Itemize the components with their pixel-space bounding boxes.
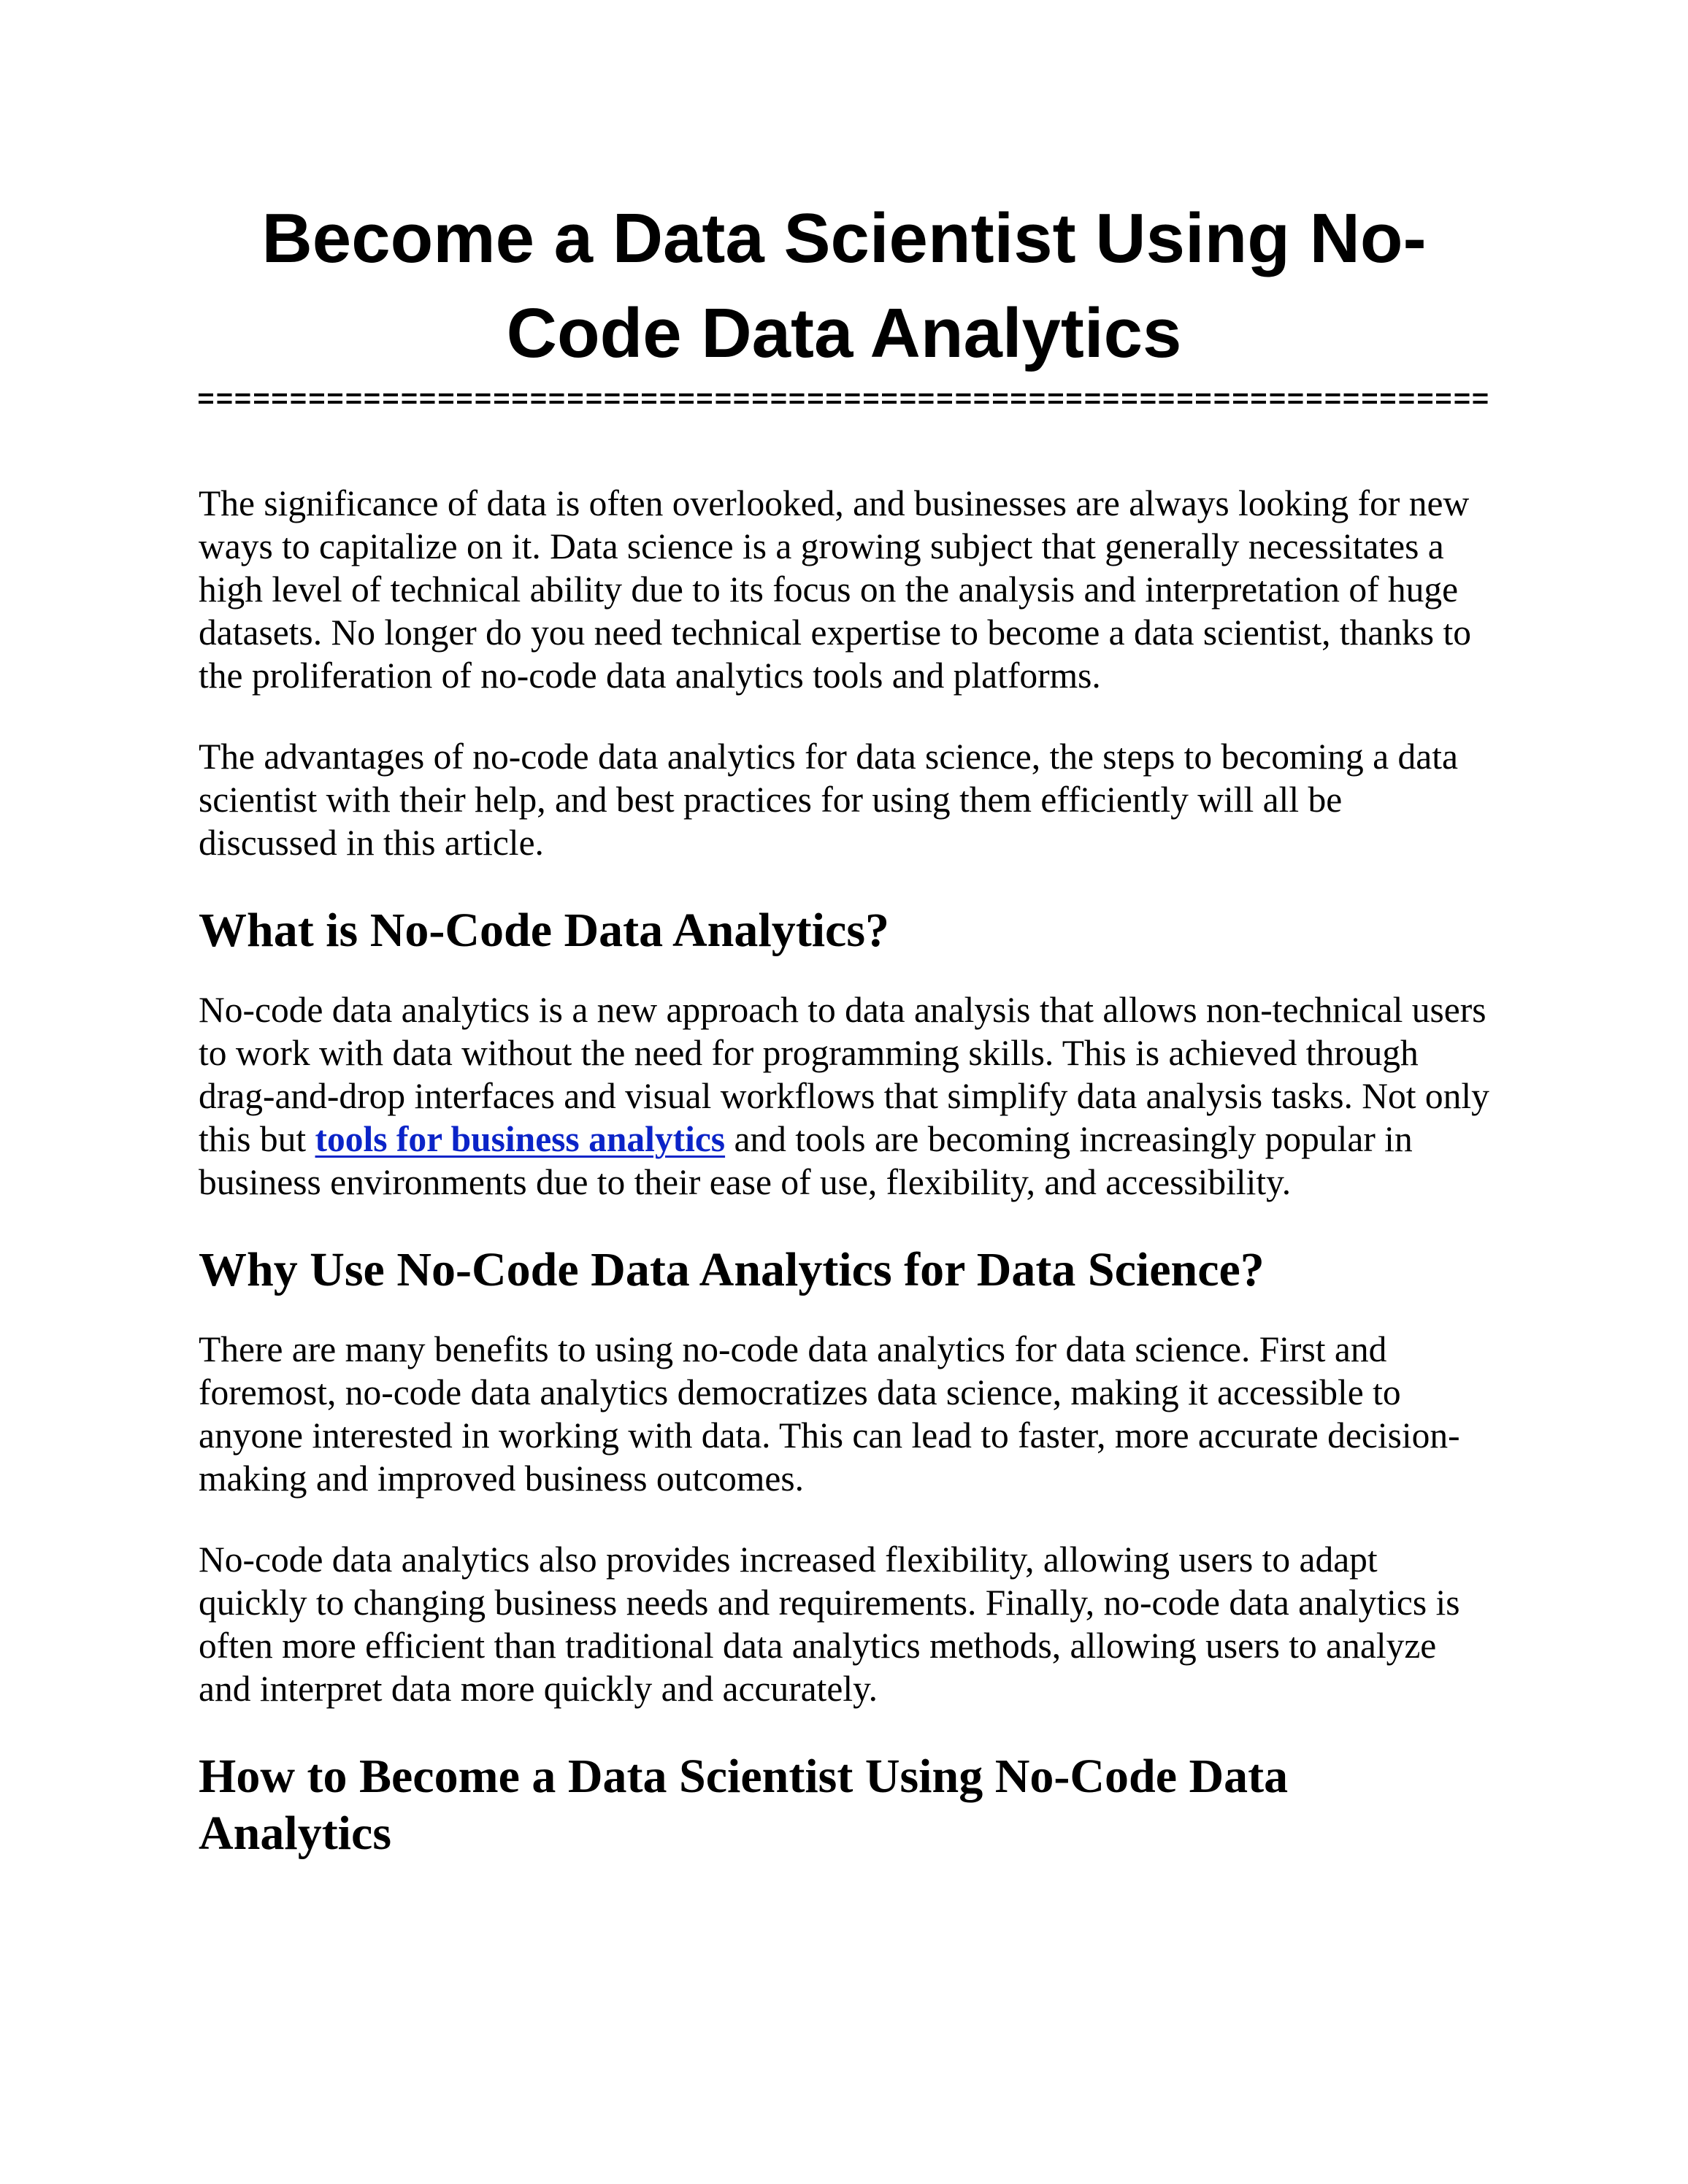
document-title: Become a Data Scientist Using No-Code Data Analytics	[261, 199, 1427, 372]
intro-paragraph-2: The advantages of no-code data analytics for data science, the steps to becoming a data scientist with their help, and best practices for using them efficiently will all be discussed in this article.	[199, 737, 1458, 863]
what-is-paragraph	[199, 988, 1489, 1204]
why-use-paragraph-1: There are many benefits to using no-code data analytics for data science. First and foremost, no-code data analytics democratizes data science, making it accessible to anyone interested in working with data. This can lead to faster, more accurate decision-making and improved business outcomes.	[199, 1329, 1460, 1499]
separator-text	[199, 391, 497, 399]
title-separator	[199, 391, 1489, 407]
business-analytics-link[interactable]: tools for business analytics	[315, 1119, 726, 1159]
article-body	[199, 482, 1489, 1891]
heading-how-to: How to Become a Data Scientist Using No-Code Data Analytics	[199, 1750, 1289, 1860]
intro-paragraph-1: The significance of data is often overlooked, and businesses are always looking for new ways to capitalize on it. Data science is a growing subject that generally necessitates a high level of technical ability due to its focus on the analysis and interpretation of huge datasets. No longer do you need technical expertise to become a data scientist, thanks to the proliferation of no-code data analytics tools and platforms.	[199, 483, 1471, 696]
what-is-text-after: and tools are becoming increasingly popular in business environments due to their ease of use, flexibility, and accessibility.	[199, 1119, 1413, 1202]
heading-why-use: Why Use No-Code Data Analytics for Data Science?	[199, 1243, 1265, 1296]
heading-what-is: What is No-Code Data Analytics?	[199, 904, 890, 957]
what-is-text-before: No-code data analytics is a new approach to data analysis that allows non-technical users to work with data without the need for programming skills. This is achieved through drag-and-drop interfaces and visual workflows that simplify data analysis tasks. Not only this but	[199, 990, 1489, 1159]
document-page	[199, 0, 1489, 2184]
why-use-paragraph-2: No-code data analytics also provides increased flexibility, allowing users to adapt quickly to changing business needs and requirements. Finally, no-code data analytics is often more efficient than traditional data analytics methods, allowing users to analyze and interpret data more quickly and accurately.	[199, 1539, 1460, 1709]
